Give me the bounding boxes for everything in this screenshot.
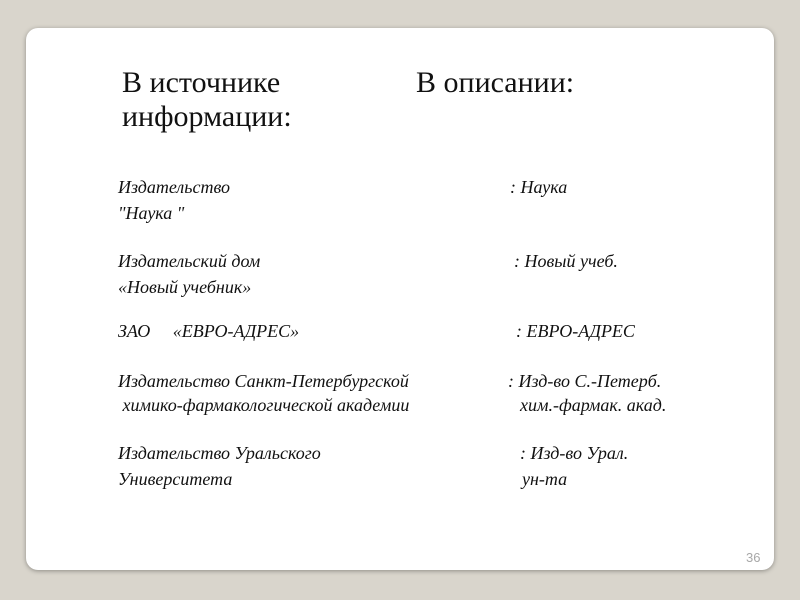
entry-description-line: : Наука (510, 177, 568, 197)
entry-source-line: Университета (118, 469, 233, 489)
entry-source-line: Издательство Санкт-Петербургской (118, 371, 409, 391)
entry-description-line: : Изд-во С.-Петерб. (508, 371, 662, 391)
entry-description-line: : Изд-во Урал. (520, 443, 629, 463)
entry-source-line: «Новый учебник» (118, 277, 252, 297)
header-source-line2: информации: (122, 100, 292, 133)
entry-description-line: : Новый учеб. (514, 251, 618, 271)
entry-source-line: ЗАО «ЕВРО-АДРЕС» (118, 321, 300, 341)
entry-description-line: хим.-фармак. акад. (520, 395, 667, 415)
slide (26, 28, 774, 570)
header-description: В описании: (416, 66, 575, 99)
header-source-line1: В источнике (122, 66, 281, 99)
entry-source-line: Издательство (118, 177, 231, 197)
entry-source-line: Издательство Уральского (118, 443, 321, 463)
entry-source-line: "Наука " (118, 203, 185, 223)
entry-source-line: Издательский дом (118, 251, 261, 271)
entry-description-line: ун-та (522, 469, 568, 489)
entry-description-line: : ЕВРО-АДРЕС (516, 321, 635, 341)
page-number: 36 (746, 550, 761, 565)
entry-source-line: химико-фармакологической академии (118, 395, 410, 415)
